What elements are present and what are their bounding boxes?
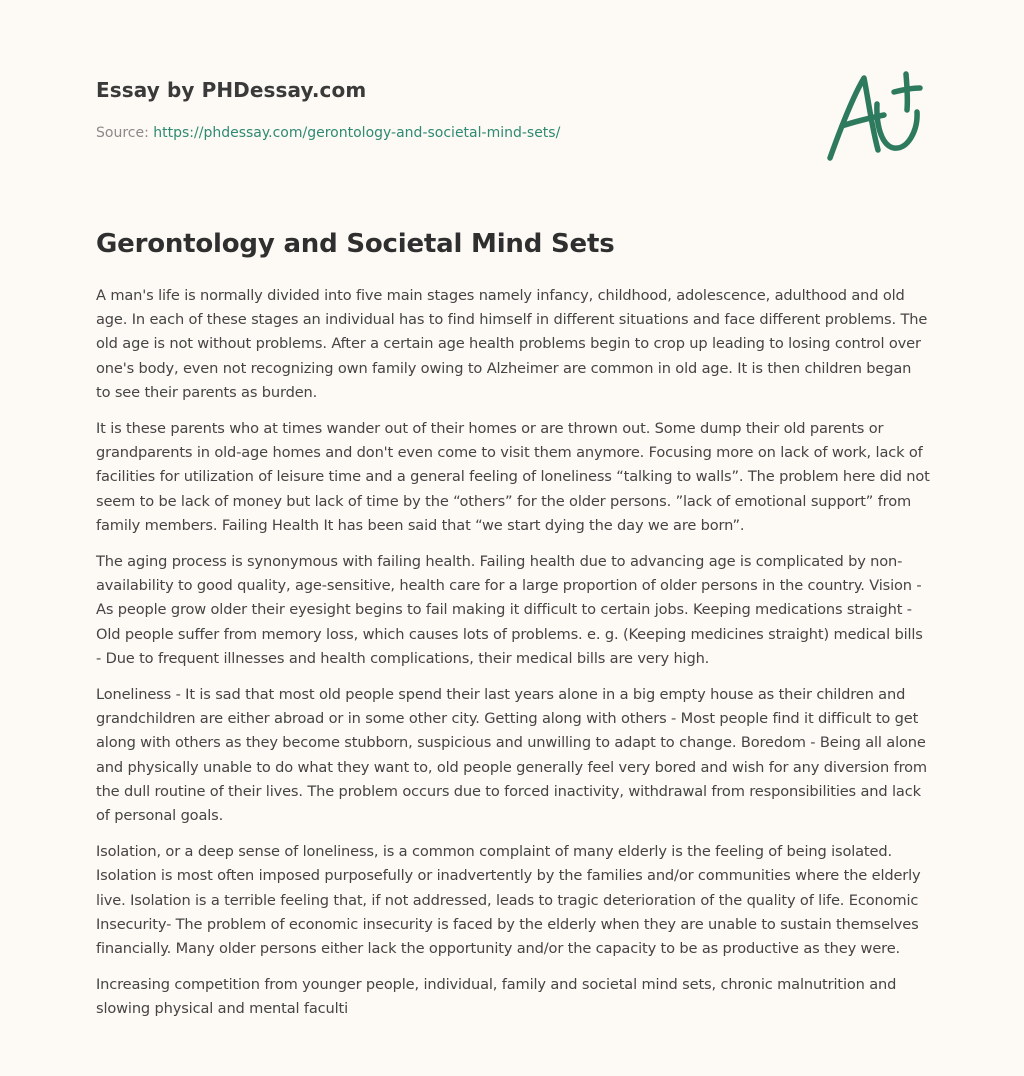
source-line [96,123,796,143]
brand-title: Essay by PHDessay.com [96,78,367,102]
paragraph: Isolation, or a deep sense of loneliness, is a common complaint of many elderly is the feeling of being isolated. Isolation is most often imposed purposefully or inadvertently by the families and/or communities where the elderly live. Isolation is a terrible feeling that, if not addressed, leads to tragic deterioration of the quality of life. Economic Insecurity- The problem of economic insecurity is faced by the elderly when they are unable to sustain themselves financially. Many older persons either lack the opportunity and/or the capacity to be as productive as they were. [96,843,921,958]
source-link[interactable]: https://phdessay.com/gerontology-and-societal-mind-sets/ [153,125,561,141]
article-title: Gerontology and Societal Mind Sets [96,229,615,259]
essay-header [96,76,796,143]
paragraph: Increasing competition from younger people, individual, family and societal mind sets, chronic malnutrition and slowing physical and mental faculti [96,976,897,1018]
paragraph: A man's life is normally divided into five main stages namely infancy, childhood, adolescence, adulthood and old age. In each of these stages an individual has to find himself in different situations and face different problems. The old age is not without problems. After a certain age health problems begin to crop up leading to losing control over one's body, even not recognizing own family owing to Alzheimer are common in old age. It is then children began to see their parents as burden. [96,287,928,401]
a-plus-logo-icon [822,68,928,164]
article-body [96,284,930,1034]
paragraph: The aging process is synonymous with failing health. Failing health due to advancing age is complicated by non-availability to good quality, age-sensitive, health care for a large proportion of older persons in the country. Vision - As people grow older their eyesight begins to fail making it difficult to certain jobs. Keeping medications straight - Old people suffer from memory loss, which causes lots of problems. e. g. (Keeping medicines straight) medical bills - Due to frequent illnesses and health complications, their medical bills are very high. [96,553,923,667]
paragraph: It is these parents who at times wander out of their homes or are thrown out. Some dump their old parents or grandparents in old-age homes and don't even come to visit them anymore. Focusing more on lack of work, lack of facilities for utilization of leisure time and a general feeling of loneliness “talking to walls”. The problem here did not seem to be lack of money but lack of time by the “others” for the older persons. ”lack of emotional support” from family members. Failing Health It has been said that “we start dying the day we are born”. [96,420,930,534]
paragraph: Loneliness - It is sad that most old people spend their last years alone in a big empty house as their children and grandchildren are either abroad or in some other city. Getting along with others - Most people find it difficult to get along with others as they become stubborn, suspicious and unwilling to adapt to change. Boredom - Being all alone and physically unable to do what they want to, old people generally feel very bored and wish for any diversion from the dull routine of their lives. The problem occurs due to forced inactivity, withdrawal from responsibilities and lack of personal goals. [96,686,927,825]
source-label: Source: [96,125,154,141]
